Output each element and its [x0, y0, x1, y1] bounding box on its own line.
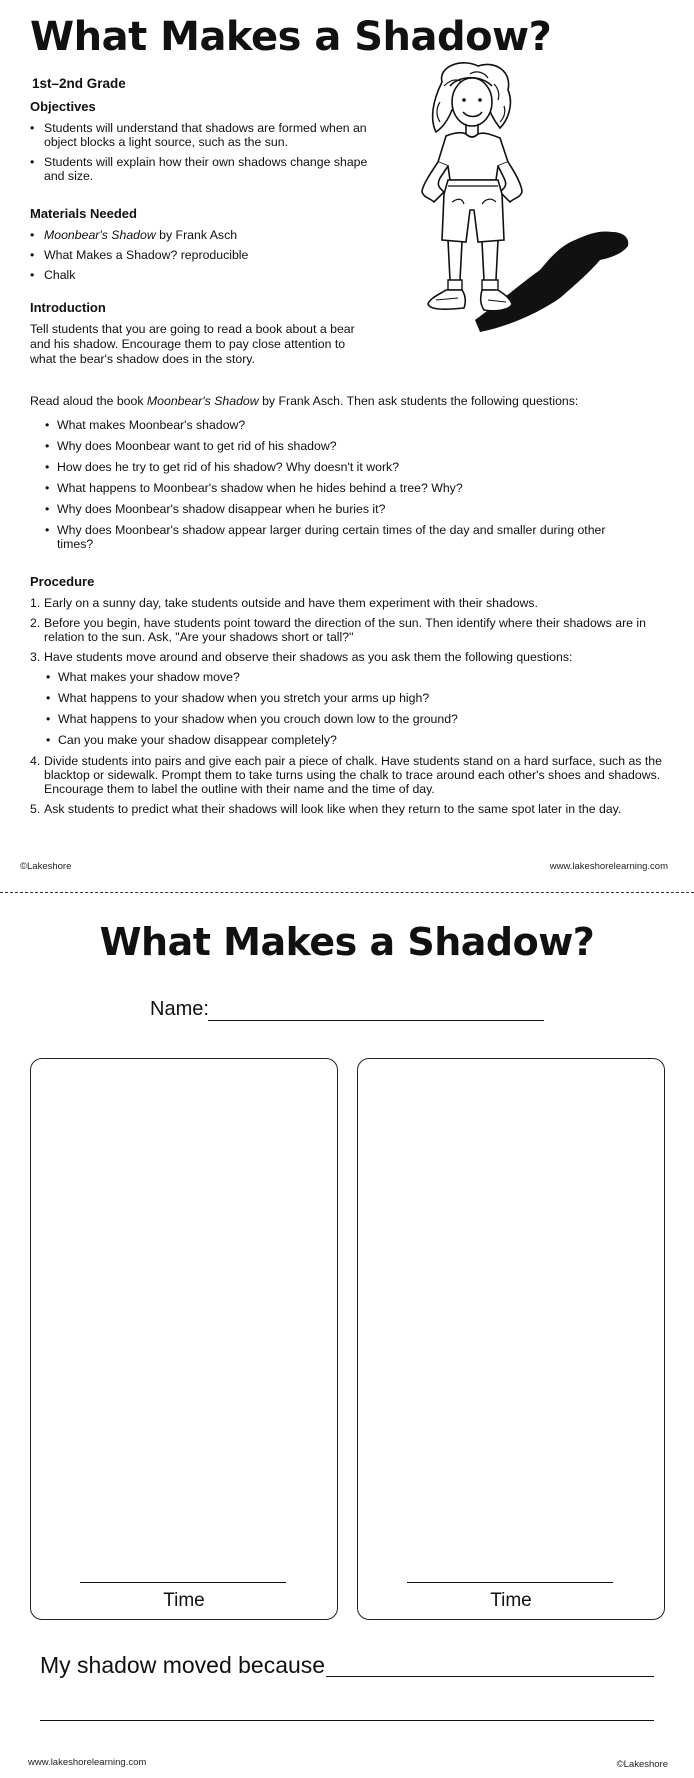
list-item: • What happens to Moonbear's shadow when he hides behind a tree? Why? — [45, 481, 635, 495]
list-item — [30, 228, 370, 242]
list-item: • Why does Moonbear's shadow appear larger during certain times of the day and smaller during other times? — [45, 523, 635, 551]
discussion-questions — [45, 418, 635, 558]
time-label-left: Time — [163, 1590, 205, 1611]
list-item: • Can you make your shadow disappear completely? — [46, 733, 662, 747]
moved-because-line-1[interactable] — [326, 1676, 654, 1677]
time-line-right[interactable] — [407, 1582, 613, 1583]
book-title: Moonbear's Shadow — [44, 228, 156, 242]
name-line[interactable] — [208, 1020, 544, 1021]
name-label: Name: — [150, 998, 209, 1020]
book-author: by Frank Asch — [155, 228, 238, 242]
procedure-heading: Procedure — [30, 574, 95, 589]
list-item: • What happens to your shadow when you stretch your arms up high? — [46, 691, 662, 705]
list-item: • Students will understand that shadows are formed when an object blocks a light source, such as the sun. — [30, 121, 380, 149]
time-line-left[interactable] — [80, 1582, 286, 1583]
worksheet-title: What Makes a Shadow? — [99, 920, 595, 964]
time-label-right: Time — [490, 1590, 532, 1611]
step3-questions — [46, 670, 662, 747]
objectives-list — [30, 121, 380, 189]
list-item: 2. Before you begin, have students point toward the direction of the sun. Then identify where their shadows are in relation to the sun. Ask, "Are your shadows short or tall?" — [30, 616, 647, 644]
footer-copyright-bottom: ©Lakeshore — [616, 1759, 668, 1770]
list-item: 1. Early on a sunny day, take students outside and have them experiment with their shadows. — [30, 596, 538, 610]
list-item: • What makes Moonbear's shadow? — [45, 418, 635, 432]
list-item: • How does he try to get rid of his shadow? Why doesn't it work? — [45, 460, 635, 474]
grade-label: 1st–2nd Grade — [32, 76, 126, 91]
list-item: • Why does Moonbear's shadow disappear when he buries it? — [45, 502, 635, 516]
read-suffix: by Frank Asch. Then ask students the following questions: — [258, 394, 579, 408]
page-title: What Makes a Shadow? — [30, 14, 552, 60]
drawing-box-right[interactable] — [357, 1058, 665, 1620]
read-aloud-text — [30, 394, 670, 409]
footer-copyright: ©Lakeshore — [20, 861, 72, 872]
introduction-text: Tell students that you are going to read a book about a bear and his shadow. Encourage them to pay close attention to what the bear's shadow does in the story. — [30, 322, 355, 366]
list-item: 5. Ask students to predict what their shadows will look like when they return to the same spot later in the day. — [30, 802, 622, 816]
list-item: • Chalk — [30, 268, 370, 282]
footer-website[interactable]: www.lakeshorelearning.com — [549, 861, 668, 872]
girl-shadow-illustration — [400, 62, 680, 352]
objectives-heading: Objectives — [30, 99, 96, 114]
list-item: 3. Have students move around and observe their shadows as you ask them the following questions: • What makes your shadow move? • What happens to your shadow when you stretch your arms up high? • What happens to your shadow when you crouch down low to the ground? • Can you make your shadow disappear completely? — [30, 650, 662, 747]
book-title: Moonbear's Shadow — [146, 394, 259, 408]
materials-list — [30, 228, 370, 288]
list-item: • What Makes a Shadow? reproducible — [30, 248, 370, 262]
drawing-box-left[interactable] — [30, 1058, 338, 1620]
materials-heading: Materials Needed — [30, 206, 137, 221]
footer-website-bottom[interactable]: www.lakeshorelearning.com — [28, 1757, 147, 1768]
list-item: • Students will explain how their own shadows change shape and size. — [30, 155, 380, 183]
procedure-steps — [30, 596, 662, 822]
moved-because-line-2[interactable] — [40, 1720, 654, 1721]
introduction-heading: Introduction — [30, 300, 106, 315]
list-item: • What happens to your shadow when you crouch down low to the ground? — [46, 712, 662, 726]
moved-because-label: My shadow moved because — [40, 1652, 326, 1678]
cut-line-divider — [0, 892, 694, 893]
list-item: • What makes your shadow move? — [46, 670, 662, 684]
list-item: 4. Divide students into pairs and give each pair a piece of chalk. Have students stand on a hard surface, such as the blacktop or sidewalk. Prompt them to take turns using the chalk to trace around each other's shoes and shadows. Encourage them to label the outline with their name and the time of day. — [30, 754, 662, 796]
read-prefix: Read aloud the book — [30, 394, 147, 408]
list-item: • Why does Moonbear want to get rid of his shadow? — [45, 439, 635, 453]
